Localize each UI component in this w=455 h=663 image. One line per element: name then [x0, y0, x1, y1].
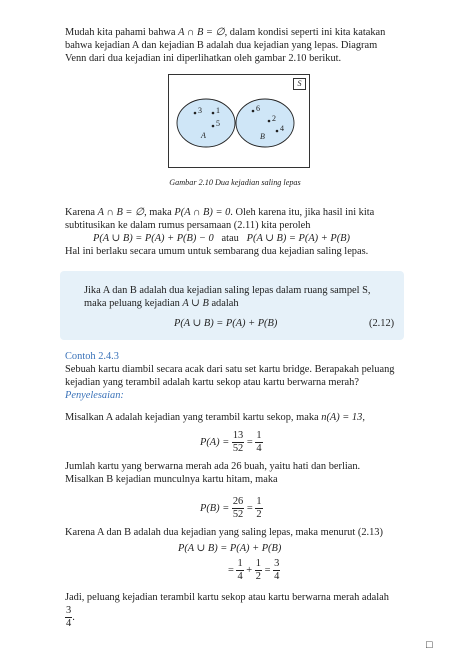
example-title: Contoh 2.4.3 [65, 351, 119, 362]
venn-circles [169, 75, 309, 167]
math-inline: P(A ∩ B) = 0 [174, 207, 231, 218]
venn-point: 4 [280, 124, 284, 133]
final-answer [65, 605, 75, 630]
set-a-label: A [201, 131, 206, 140]
end-of-proof-icon: □ [426, 639, 433, 651]
venn-point: 6 [256, 104, 260, 113]
text: Hal ini berlaku secara umum untuk sembarang dua kejadian saling lepas. [65, 246, 369, 257]
text: maka peluang kejadian [84, 298, 180, 309]
equation-result [228, 558, 280, 583]
venn-point: 5 [216, 119, 220, 128]
fraction: $\frac{3}{4}$ [66, 605, 72, 629]
fraction: $\frac{1}{2}$ [255, 558, 261, 582]
text: Misalkan B kejadian munculnya kartu hitam, maka [65, 474, 278, 485]
text: adalah [211, 298, 239, 309]
equation-pb [200, 496, 263, 521]
math-inline: n(A) = 13 [321, 412, 363, 423]
plus: + [246, 564, 253, 576]
math-inline: P(A ∪ B) = P(A) + P(B) [246, 233, 350, 244]
text: subtitusikan ke dalam rumus persamaan (2.11) kita peroleh [65, 220, 311, 231]
intro-paragraph [65, 26, 403, 65]
math-lhs: P(B) = [200, 502, 230, 514]
fraction: $\frac{1}{4}$ [237, 558, 243, 582]
text: Mudah kita pahami bahwa [65, 27, 176, 38]
text: , [362, 412, 365, 423]
text: , maka [144, 207, 172, 218]
text: , dalam kondisi seperti ini kita katakan [224, 27, 386, 38]
period: . [72, 611, 75, 623]
red-card-text [65, 460, 403, 486]
set-b-label: B [260, 132, 265, 141]
math-lhs: P(A) = [200, 436, 230, 448]
fraction: $\frac{3}{4}$ [274, 558, 280, 582]
sample-space-label: S [293, 78, 306, 90]
equation-pa [200, 430, 263, 455]
equals: = [228, 564, 234, 576]
conclusion-intro: Karena A dan B adalah dua kejadian yang saling lepas, maka menurut (2.13) [65, 527, 383, 538]
fraction: $\frac{1}{2}$ [256, 496, 262, 520]
solution-label: Penyelesaian: [65, 390, 124, 401]
text: . Oleh karena itu, jika hasil ini kita [230, 207, 375, 218]
fraction: $\frac{26}{52}$ [232, 496, 244, 520]
figure-caption: Gambar 2.10 Dua kejadian saling lepas [169, 178, 301, 187]
math-inline: P(A ∪ B) = P(A) + P(B) − 0 [93, 233, 214, 244]
text: Misalkan A adalah kejadian yang terambil kartu sekop, maka [65, 412, 319, 423]
text: Jumlah kartu yang berwarna merah ada 26 buah, yaitu hati dan berlian. [65, 461, 361, 472]
venn-point: 3 [198, 106, 202, 115]
math-inline: A ∩ B = ∅ [178, 27, 225, 38]
venn-point: 1 [216, 106, 220, 115]
fraction: $\frac{1}{4}$ [256, 430, 262, 454]
example-question [65, 363, 403, 389]
equation-number: (2.12) [369, 318, 395, 329]
text: Karena [65, 207, 95, 218]
venn-diagram [168, 74, 310, 168]
text: atau [221, 233, 239, 244]
theorem-text [84, 284, 394, 310]
text: Venn dari dua kejadian ini diperlihatkan oleh gambar 2.10 berikut. [65, 53, 342, 64]
equals: = [246, 436, 253, 448]
text: kejadian yang terambil adalah kartu sekop atau kartu berwarna merah? [65, 377, 359, 388]
text: bahwa kejadian A dan kejadian B adalah dua kejadian yang lepas. Diagram [65, 40, 378, 51]
theorem-formula: P(A ∪ B) = P(A) + P(B) [174, 318, 278, 329]
venn-point: 2 [272, 114, 276, 123]
math-inline: A ∩ B = ∅ [97, 207, 145, 218]
text: Jika A dan B adalah dua kejadian saling lepas dalam ruang sampel S, [84, 285, 371, 296]
union-formula: P(A ∪ B) = P(A) + P(B) [178, 543, 282, 554]
circle-b [236, 99, 294, 147]
circle-a [177, 99, 235, 147]
math-inline: A ∪ B [182, 298, 209, 309]
fraction: $\frac{13}{52}$ [232, 430, 244, 454]
final-answer-text: Jadi, peluang kejadian terambil kartu sekop atau kartu berwarna merah adalah [65, 592, 389, 603]
solution-line [65, 411, 403, 424]
text: Sebuah kartu diambil secara acak dari satu set kartu bridge. Berapakah peluang [65, 364, 395, 375]
equals: = [264, 564, 271, 576]
equals: = [246, 502, 253, 514]
derivation-paragraph [65, 206, 403, 258]
